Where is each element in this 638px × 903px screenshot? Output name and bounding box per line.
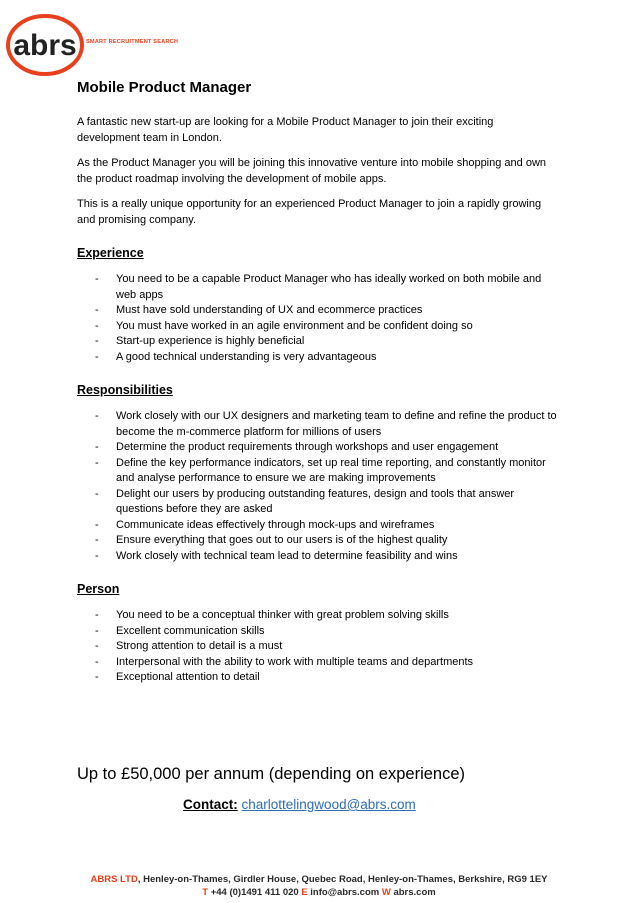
section-heading-responsibilities: Responsibilities	[77, 383, 173, 397]
responsibilities-list	[77, 409, 557, 564]
list-item: - You need to be a capable Product Manager who has ideally worked on both mobile and web apps	[95, 273, 542, 301]
person-list	[77, 608, 557, 686]
list-item: - Communicate ideas effectively through mock-ups and wireframes	[95, 518, 435, 531]
job-title: Mobile Product Manager	[77, 79, 252, 96]
list-item: - Start-up experience is highly beneficial	[95, 335, 305, 347]
footer-phone: +44 (0)1491 411 020	[208, 887, 302, 898]
list-item: - Work closely with our UX designers and marketing team to define and refine the product to become the m-commerce platform for millions of users	[95, 410, 557, 438]
list-item: - Define the key performance indicators, set up real time reporting, and constantly monitor and analyse performance to ensure we are making improvements	[95, 456, 546, 484]
contact-line	[183, 796, 416, 814]
contact-email-link[interactable]: charlottelingwood@abrs.com	[241, 797, 416, 812]
footer-web[interactable]: abrs.com	[390, 887, 436, 898]
job-description	[77, 78, 557, 686]
abrs-logo	[6, 14, 84, 76]
section-heading-experience: Experience	[77, 246, 144, 260]
list-item: - Delight our users by producing outstanding features, design and tools that answer questions before they are asked	[95, 487, 515, 515]
list-item: - Ensure everything that goes out to our users is of the highest quality	[95, 534, 448, 546]
footer-address-line	[0, 873, 638, 886]
list-item: - Work closely with technical team lead to determine feasibility and wins	[95, 549, 458, 562]
list-item: - Excellent communication skills	[95, 624, 265, 637]
experience-list	[77, 272, 557, 365]
logo-tagline: SMART RECRUITMENT SEARCH	[86, 39, 179, 45]
list-item: - You must have worked in an agile environment and be confident doing so	[95, 319, 473, 332]
list-item: - Must have sold understanding of UX and ecommerce practices	[95, 304, 423, 316]
intro-paragraph-3: This is a really unique opportunity for an experienced Product Manager to join a rapidly growing and promising company.	[77, 198, 542, 226]
list-item: - A good technical understanding is very advantageous	[95, 350, 377, 363]
intro-paragraph-1: A fantastic new start-up are looking for a Mobile Product Manager to join their exciting development team in London.	[77, 116, 494, 144]
footer-web-label: W	[381, 887, 391, 898]
footer-contact-line	[0, 886, 638, 899]
list-item: - Strong attention to detail is a must	[95, 640, 283, 652]
footer-address: , Henley-on-Thames, Girdler House, Quebec Road, Henley-on-Thames, Berkshire, RG9 1EY	[137, 874, 548, 885]
list-item: - Determine the product requirements through workshops and user engagement	[95, 441, 499, 453]
list-item: - Exceptional attention to detail	[95, 671, 260, 683]
contact-label: Contact:	[183, 797, 238, 812]
footer-phone-label: T	[202, 887, 209, 898]
footer-email[interactable]: info@abrs.com	[307, 887, 382, 898]
section-heading-person: Person	[77, 582, 120, 596]
intro-paragraph-2: As the Product Manager you will be joining this innovative venture into mobile shopping and own the product roadmap involving the development of mobile apps.	[77, 157, 547, 185]
logo-text: abrs	[13, 29, 77, 62]
footer-company: ABRS LTD	[90, 874, 138, 885]
footer-email-label: E	[301, 887, 308, 898]
salary-text: Up to £50,000 per annum (depending on experience)	[77, 765, 466, 783]
list-item: - You need to be a conceptual thinker with great problem solving skills	[95, 609, 449, 621]
list-item: - Interpersonal with the ability to work with multiple teams and departments	[95, 655, 474, 668]
